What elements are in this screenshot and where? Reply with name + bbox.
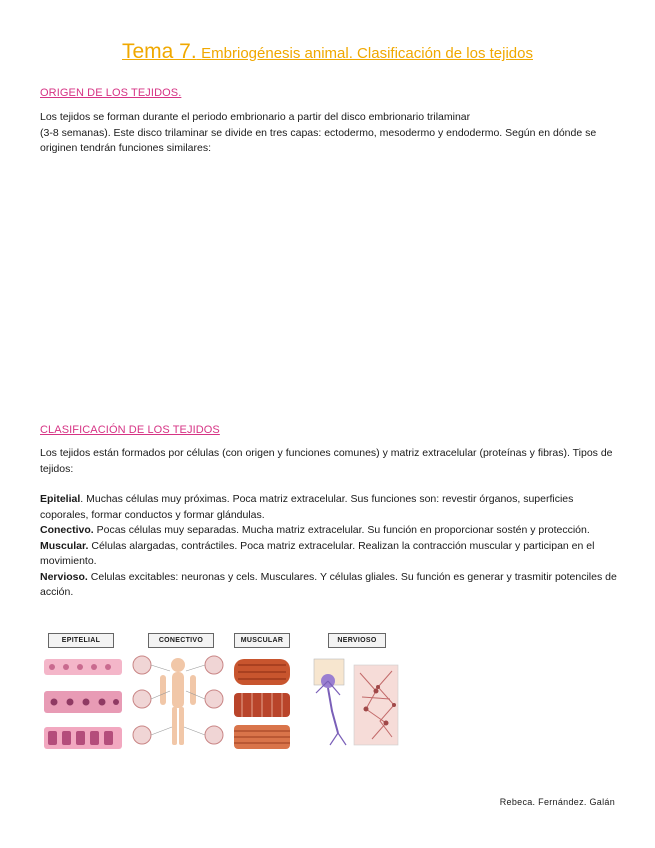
muscular-illustration (230, 651, 296, 753)
page-title (0, 40, 655, 64)
title-tema: Tema 7. (122, 40, 197, 63)
nervioso-illustration (306, 651, 402, 753)
origen-paragraph (40, 110, 620, 157)
tissues-figure (38, 633, 408, 753)
title-rest: Embriogénesis animal. Clasificación de los tejidos (201, 45, 533, 62)
epitelial-illustration (38, 651, 128, 753)
label-nervioso: NERVIOSO (328, 633, 386, 648)
conectivo-illustration (130, 651, 226, 753)
tipo-nervioso: Nervioso. Celulas excitables: neuronas y cels. Musculares. Y células gliales. Su función es generar y trasmitir potenciles de acción. (40, 570, 617, 598)
heading-origen: ORIGEN DE LOS TEJIDOS. (40, 87, 182, 99)
origen-line2: (3-8 semanas). Este disco trilaminar se divide en tres capas: ectodermo, mesodermo y endodermo. Según en dónde se originen tendrán funciones similares: (40, 126, 597, 154)
heading-clasificacion: CLASIFICACIÓN DE LOS TEJIDOS (40, 424, 220, 436)
origen-line1: Los tejidos se forman durante el periodo embrionario a partir del disco embrionario trilaminar (40, 111, 471, 123)
clasificacion-intro: Los tejidos están formados por células (con origen y funciones comunes) y matriz extracelular (proteínas y fibras). Tipos de tejidos: (40, 447, 613, 475)
label-conectivo: CONECTIVO (148, 633, 214, 648)
tipo-muscular: Muscular. Células alargadas, contráctiles. Poca matriz extracelular. Realizan la contracción muscular y participan en el movimiento. (40, 539, 595, 567)
label-epitelial: EPITELIAL (48, 633, 114, 648)
tipo-conectivo: Conectivo. Pocas células muy separadas. Mucha matriz extracelular. Su función en proporcionar sostén y protección. (40, 524, 590, 536)
label-muscular: MUSCULAR (234, 633, 290, 648)
tipos-list (40, 492, 620, 601)
tipo-epitelial: Epitelial. Muchas células muy próximas. Poca matriz extracelular. Sus funciones son: revestir órganos, superficies coporales, formar conductos y formar glándulas. (40, 493, 574, 521)
author-footer: Rebeca. Fernández. Galán (499, 797, 615, 807)
